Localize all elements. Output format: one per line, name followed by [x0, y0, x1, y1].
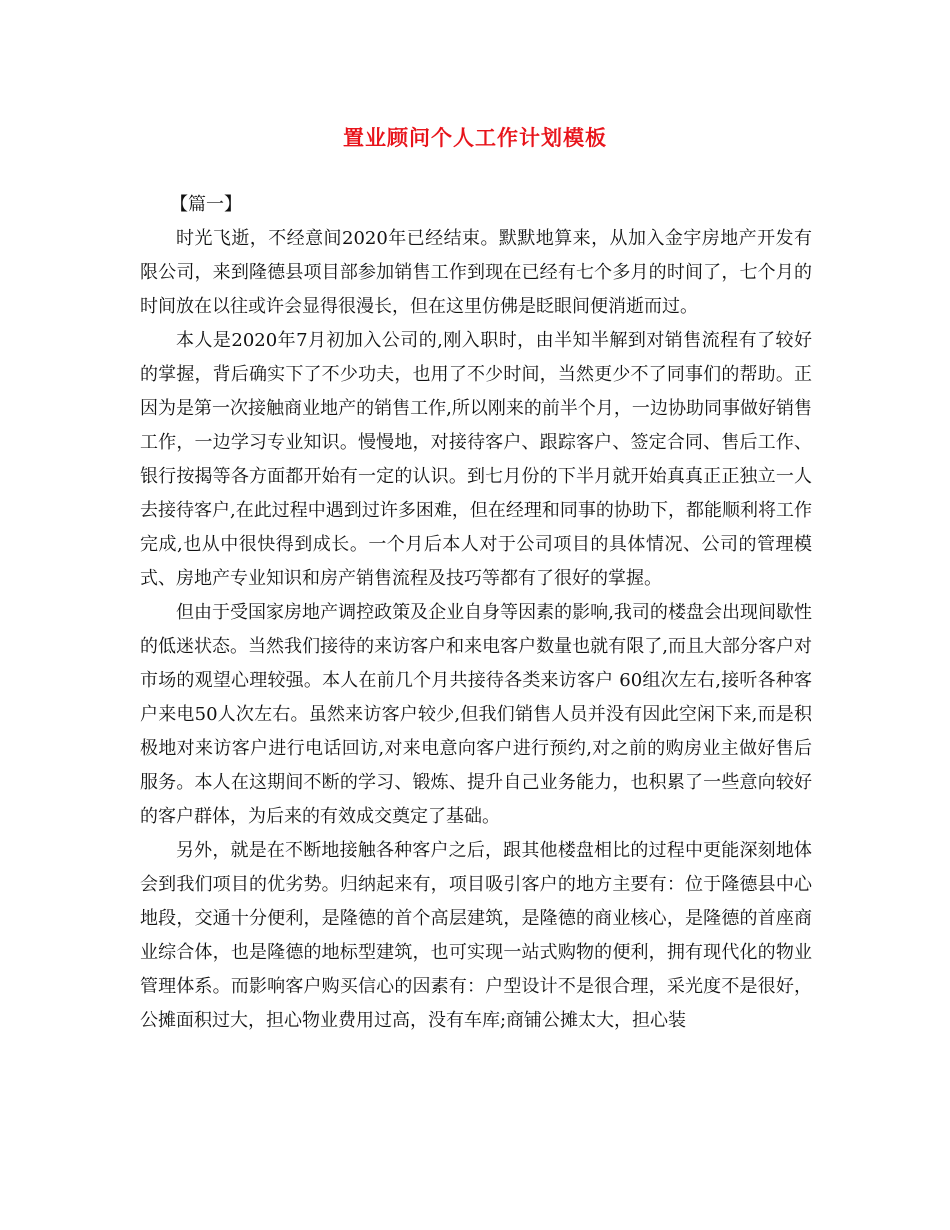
paragraph-2: 本人是2020年7月初加入公司的,刚入职时，由半知半解到对销售流程有了较好的掌握，背后确实下了不少功夫，也用了不少时间，当然更少不了同事们的帮助。正因为是第一次接触商业地产的销售工作,所以刚来的前半个月，一边协助同事做好销售工作，一边学习专业知识。慢慢地，对接待客户、跟踪客户、签定合同、售后工作、银行按揭等各方面都开始有一定的认识。到七月份的下半月就开始真真正正独立一人去接待客户,在此过程中遇到过许多困难，但在经理和同事的协助下，都能顺利将工作完成,也从中很快得到成长。一个月后本人对于公司项目的具体情况、公司的管理模式、房地产专业知识和房产销售流程及技巧等都有了很好的掌握。	[140, 330, 812, 589]
document-title: 置业顾问个人工作计划模板	[343, 125, 607, 150]
paragraph-1: 时光飞逝，不经意间2020年已经结束。默默地算来，从加入金宇房地产开发有限公司，来到隆德县项目部参加销售工作到现在已经有七个多月的时间了，七个月的时间放在以往或许会显得很漫长，但在这里仿佛是眨眼间便消逝而过。	[140, 228, 812, 317]
paragraph-4: 另外，就是在不断地接触各种客户之后，跟其他楼盘相比的过程中更能深刻地体会到我们项目的优劣势。归纳起来有，项目吸引客户的地方主要有：位于隆德县中心地段，交通十分便利，是隆德的首个高层建筑，是隆德的商业核心，是隆德的首座商业综合体，也是隆德的地标型建筑，也可实现一站式购物的便利，拥有现代化的物业管理体系。而影响客户购买信心的因素有：户型设计不是很合理，采光度不是很好，公摊面积过大，担心物业费用过高，没有车库;商铺公摊太大，担心装	[140, 840, 812, 1031]
document-body	[140, 188, 812, 1038]
paragraph-3: 但由于受国家房地产调控政策及企业自身等因素的影响,我司的楼盘会出现间歇性的低迷状态。当然我们接待的来访客户和来电客户数量也就有限了,而且大部分客户对市场的观望心理较强。本人在前几个月共接待各类来访客户 60组次左右,接听各种客户来电50人次左右。虽然来访客户较少,但我们销售人员并没有因此空闲下来,而是积极地对来访客户进行电话回访,对来电意向客户进行预约,对之前的购房业主做好售后服务。本人在这期间不断的学习、锻炼、提升自己业务能力，也积累了一些意向较好的客户群体，为后来的有效成交奠定了基础。	[140, 602, 812, 827]
section-label: 【篇一】	[170, 194, 242, 215]
